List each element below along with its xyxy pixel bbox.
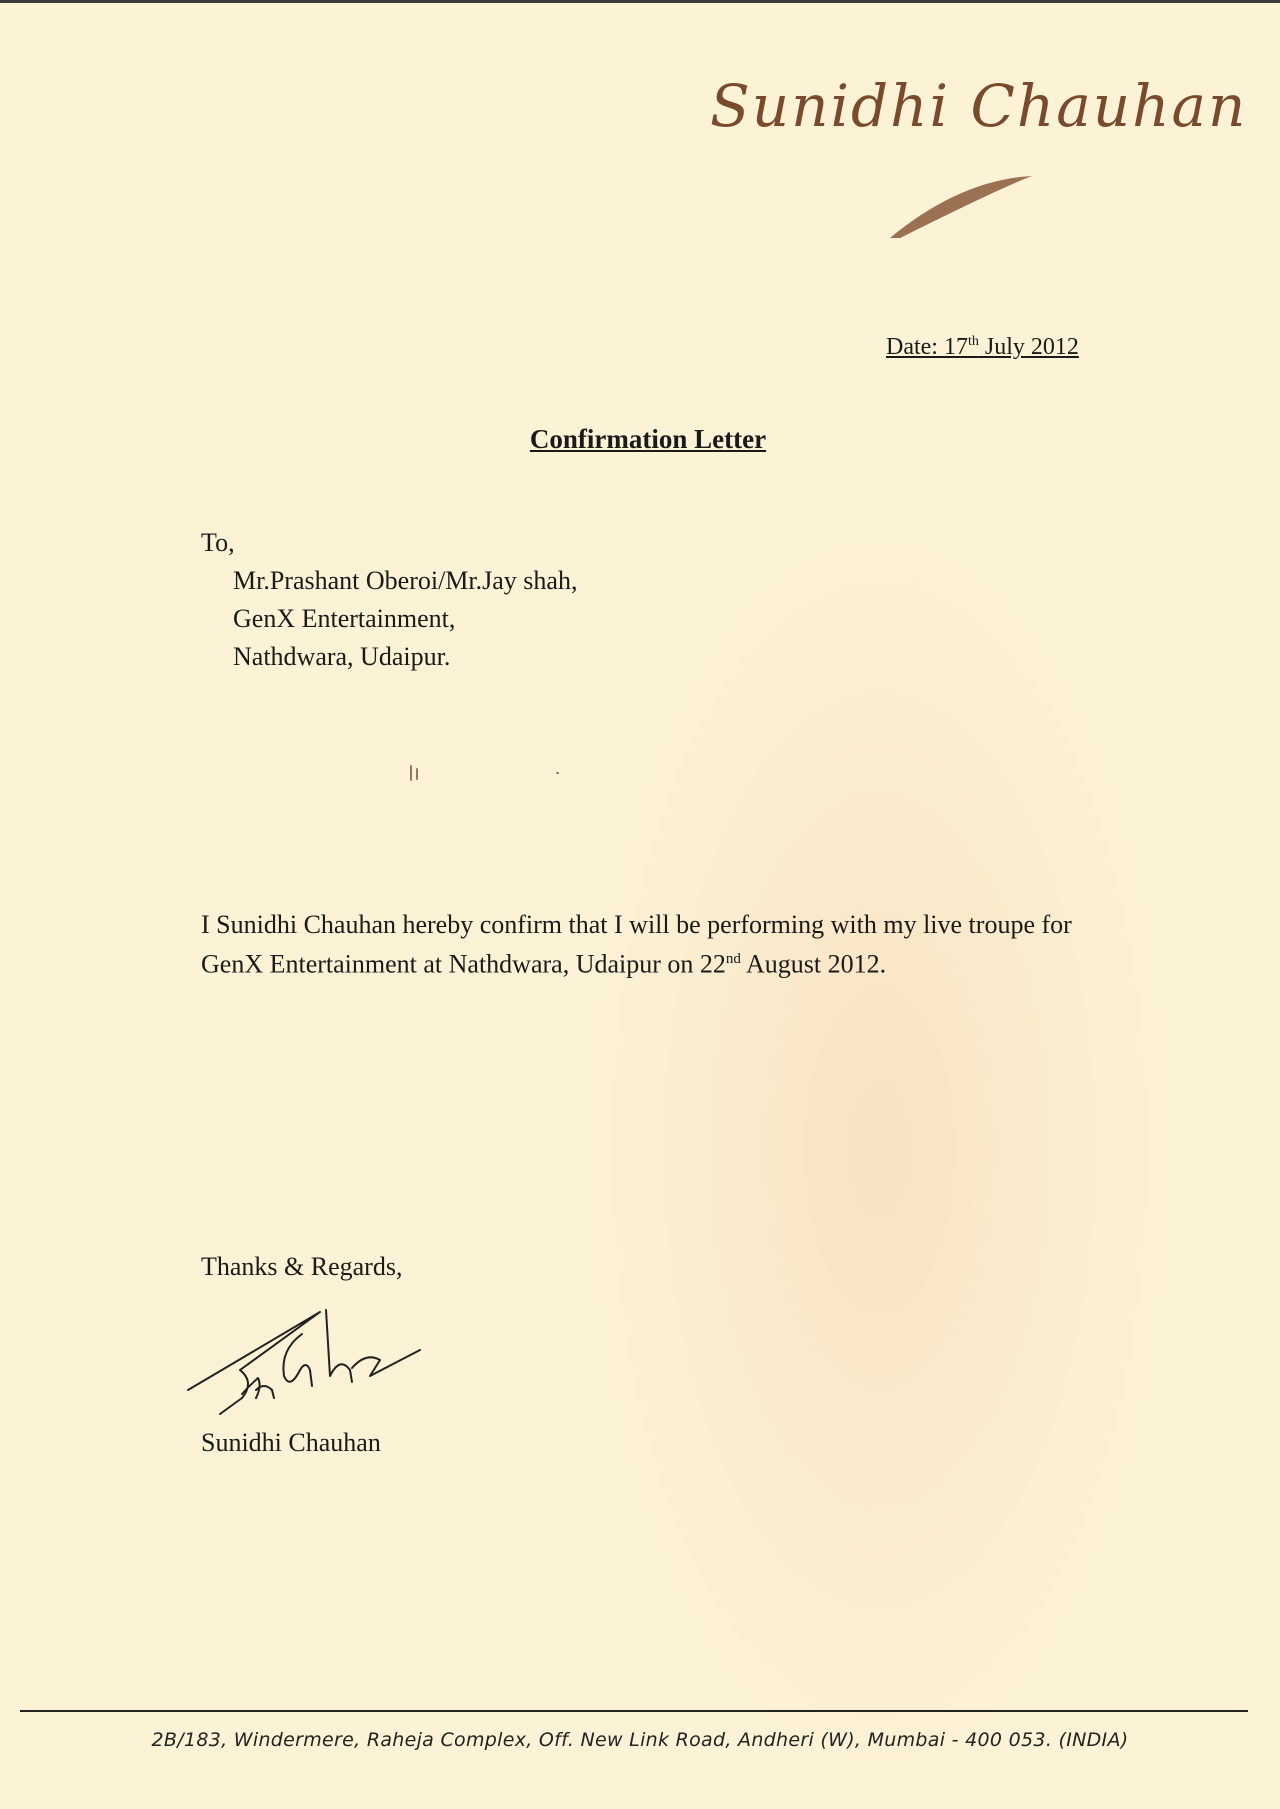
date-suffix: July 2012	[978, 334, 1079, 360]
letterhead-name: Sunidhi Chauhan	[710, 72, 1248, 140]
recipient-salutation: To,	[201, 528, 235, 557]
body-text-main: I Sunidhi Chauhan hereby confirm that I will be performing with my live troupe for GenX Entertainment at Nathdwara, Udaipur on 22	[201, 910, 1072, 979]
scan-speck	[556, 772, 559, 774]
letter-title: Confirmation Letter	[529, 424, 767, 454]
footer-address: 2B/183, Windermere, Raheja Complex, Off. New Link Road, Andheri (W), Mumbai - 400 053. (INDIA)	[151, 1729, 1129, 1751]
scan-speck	[410, 765, 412, 781]
body-text-end: August 2012.	[740, 949, 887, 979]
date-ordinal: th	[967, 334, 979, 349]
date-prefix: Date: 17	[886, 334, 968, 360]
letter-body	[201, 908, 1101, 982]
recipient-line: Nathdwara, Udaipur.	[233, 642, 451, 671]
letter-date	[886, 334, 1079, 361]
letterhead-swoosh	[700, 60, 1220, 250]
recipient-line: GenX Entertainment,	[233, 604, 456, 633]
handwritten-signature	[180, 1290, 480, 1430]
scan-speck	[416, 768, 418, 780]
recipient-line: Mr.Prashant Oberoi/Mr.Jay shah,	[233, 566, 578, 595]
closing-line: Thanks & Regards,	[201, 1252, 403, 1281]
body-ordinal: nd	[725, 951, 741, 967]
letterhead-logo	[700, 60, 1248, 250]
footer-divider	[20, 1710, 1248, 1712]
recipient-block	[201, 524, 577, 676]
page-top-edge	[0, 0, 1280, 3]
signatory-name: Sunidhi Chauhan	[201, 1428, 381, 1457]
